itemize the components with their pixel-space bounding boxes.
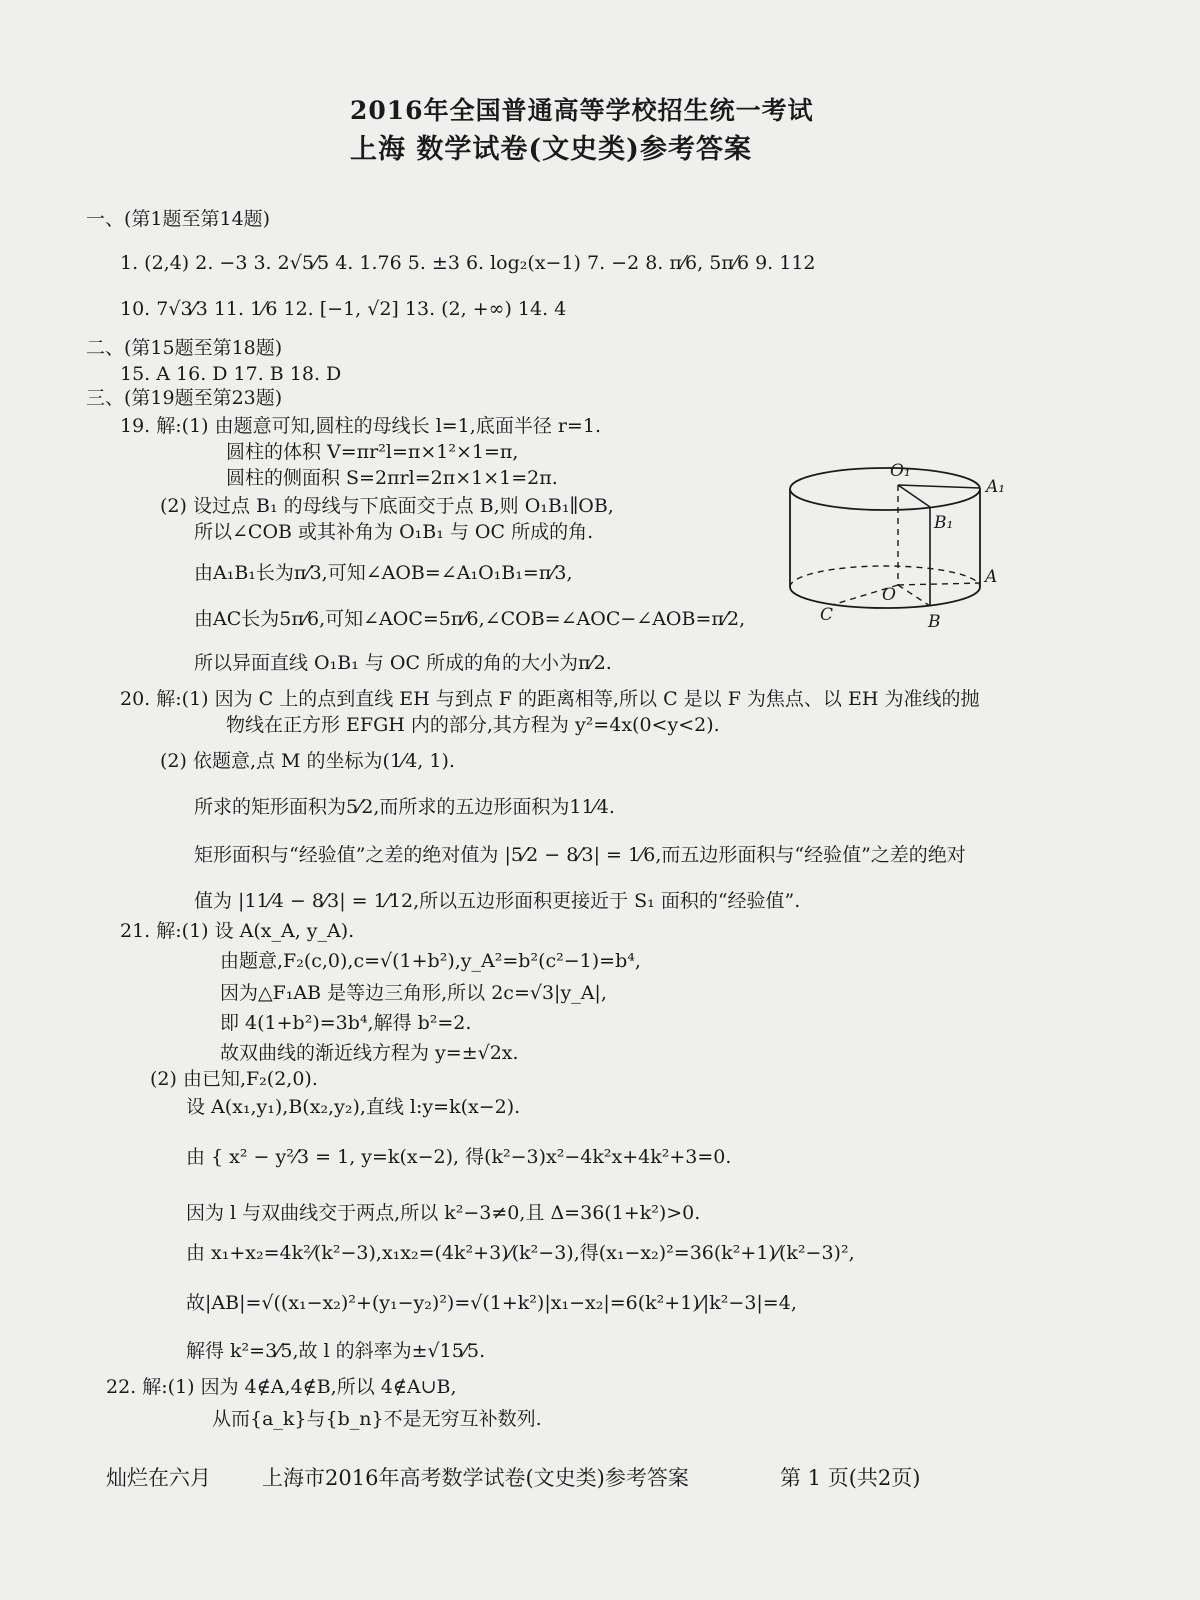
q21-line-11: 故|AB|=√((x₁−x₂)²+(y₁−y₂)²)=√(1+k²)|x₁−x₂|=6(k²+1)⁄|k²−3|=4, <box>186 1292 797 1314</box>
q21-line-6: (2) 由已知,F₂(2,0). <box>150 1068 318 1090</box>
answer-title: 上海 数学试卷(文史类)参考答案 <box>350 134 752 165</box>
q20-line-6: 值为 |11⁄4 − 8⁄3| = 1⁄12,所以五边形面积更接近于 S₁ 面积的“经验值”. <box>194 890 801 912</box>
q22-line-1: 22. 解:(1) 因为 4∉A,4∉B,所以 4∉A∪B, <box>106 1376 457 1398</box>
q20-line-4: 所求的矩形面积为5⁄2,而所求的五边形面积为11⁄4. <box>194 796 615 818</box>
segment-o1-a1 <box>898 485 980 488</box>
q19-line-8: 所以异面直线 O₁B₁ 与 OC 所成的角的大小为π⁄2. <box>194 652 612 674</box>
exam-title: 2016年全国普通高等学校招生统一考试 <box>350 96 814 125</box>
segment-o1-b1 <box>898 485 930 507</box>
top-ellipse <box>790 468 980 510</box>
segment-o-a <box>898 583 980 585</box>
section-1-answers-row-1: 1. (2,4) 2. −3 3. 2√5⁄5 4. 1.76 5. ±3 6. log₂(x−1) 7. −2 8. π⁄6, 5π⁄6 9. 112 <box>120 252 816 274</box>
q21-line-5: 故双曲线的渐近线方程为 y=±√2x. <box>220 1042 519 1064</box>
label-o1: O₁ <box>890 461 911 481</box>
q22-line-2: 从而{a_k}与{b_n}不是无穷互补数列. <box>212 1408 542 1430</box>
bottom-ellipse-back <box>790 566 980 587</box>
label-o: O <box>882 585 896 605</box>
section-3-heading: 三、(第19题至第23题) <box>86 387 283 409</box>
q19-line-6: 由A₁B₁长为π⁄3,可知∠AOB=∠A₁O₁B₁=π⁄3, <box>194 562 573 584</box>
q21-line-4: 即 4(1+b²)=3b⁴,解得 b²=2. <box>220 1012 472 1034</box>
label-b1: B₁ <box>934 513 954 533</box>
q21-line-10: 由 x₁+x₂=4k²⁄(k²−3),x₁x₂=(4k²+3)⁄(k²−3),得(x₁−x₂)²=36(k²+1)⁄(k²−3)², <box>186 1242 855 1264</box>
label-a: A <box>985 567 998 587</box>
q21-line-12: 解得 k²=3⁄5,故 l 的斜率为±√15⁄5. <box>186 1340 486 1362</box>
segment-o-b <box>898 585 930 606</box>
q20-line-5: 矩形面积与“经验值”之差的绝对值为 |5⁄2 − 8⁄3| = 1⁄6,而五边形面积与“经验值”之差的绝对 <box>194 844 966 866</box>
q19-line-5: 所以∠COB 或其补角为 O₁B₁ 与 OC 所成的角. <box>194 521 594 543</box>
q20-line-1: 20. 解:(1) 因为 C 上的点到直线 EH 与到点 F 的距离相等,所以 C 是以 F 为焦点、以 EH 为准线的抛 <box>120 688 980 710</box>
section-2-heading: 二、(第15题至第18题) <box>86 337 283 359</box>
q21-line-9: 因为 l 与双曲线交于两点,所以 k²−3≠0,且 Δ=36(1+k²)>0. <box>186 1202 701 1224</box>
q21-line-2: 由题意,F₂(c,0),c=√(1+b²),y_A²=b²(c²−1)=b⁴, <box>220 950 641 972</box>
section-1-answers-row-2: 10. 7√3⁄3 11. 1⁄6 12. [−1, √2] 13. (2, +∞) 14. 4 <box>120 298 567 320</box>
q20-line-2: 物线在正方形 EFGH 内的部分,其方程为 y²=4x(0<y<2). <box>226 714 720 736</box>
label-b: B <box>928 612 941 632</box>
q19-line-2: 圆柱的体积 V=πr²l=π×1²×1=π, <box>226 441 519 463</box>
label-c: C <box>820 605 834 625</box>
q21-line-7: 设 A(x₁,y₁),B(x₂,y₂),直线 l:y=k(x−2). <box>186 1096 521 1118</box>
q21-line-3: 因为△F₁AB 是等边三角形,所以 2c=√3|y_A|, <box>220 982 607 1004</box>
q19-line-4: (2) 设过点 B₁ 的母线与下底面交于点 B,则 O₁B₁∥OB, <box>160 495 614 517</box>
footer-title: 上海市2016年高考数学试卷(文史类)参考答案 <box>262 1466 689 1490</box>
footer-left: 灿烂在六月 <box>106 1466 211 1490</box>
section-1-heading: 一、(第1题至第14题) <box>86 208 271 230</box>
q21-line-8: 由 { x² − y²⁄3 = 1, y=k(x−2), 得(k²−3)x²−4k²x+4k²+3=0. <box>186 1146 732 1168</box>
q20-line-3: (2) 依题意,点 M 的坐标为(1⁄4, 1). <box>160 750 455 772</box>
section-2-answers: 15. A 16. D 17. B 18. D <box>120 363 342 385</box>
q19-line-3: 圆柱的侧面积 S=2πrl=2π×1×1=2π. <box>226 467 558 489</box>
q19-line-7: 由AC长为5π⁄6,可知∠AOC=5π⁄6,∠COB=∠AOC−∠AOB=π⁄2, <box>194 608 746 630</box>
q19-line-1: 19. 解:(1) 由题意可知,圆柱的母线长 l=1,底面半径 r=1. <box>120 415 601 437</box>
q21-line-1: 21. 解:(1) 设 A(x_A, y_A). <box>120 920 355 942</box>
label-a1: A₁ <box>986 477 1006 497</box>
cylinder-figure <box>780 450 1030 640</box>
footer-page-number: 第 1 页(共2页) <box>780 1466 921 1490</box>
